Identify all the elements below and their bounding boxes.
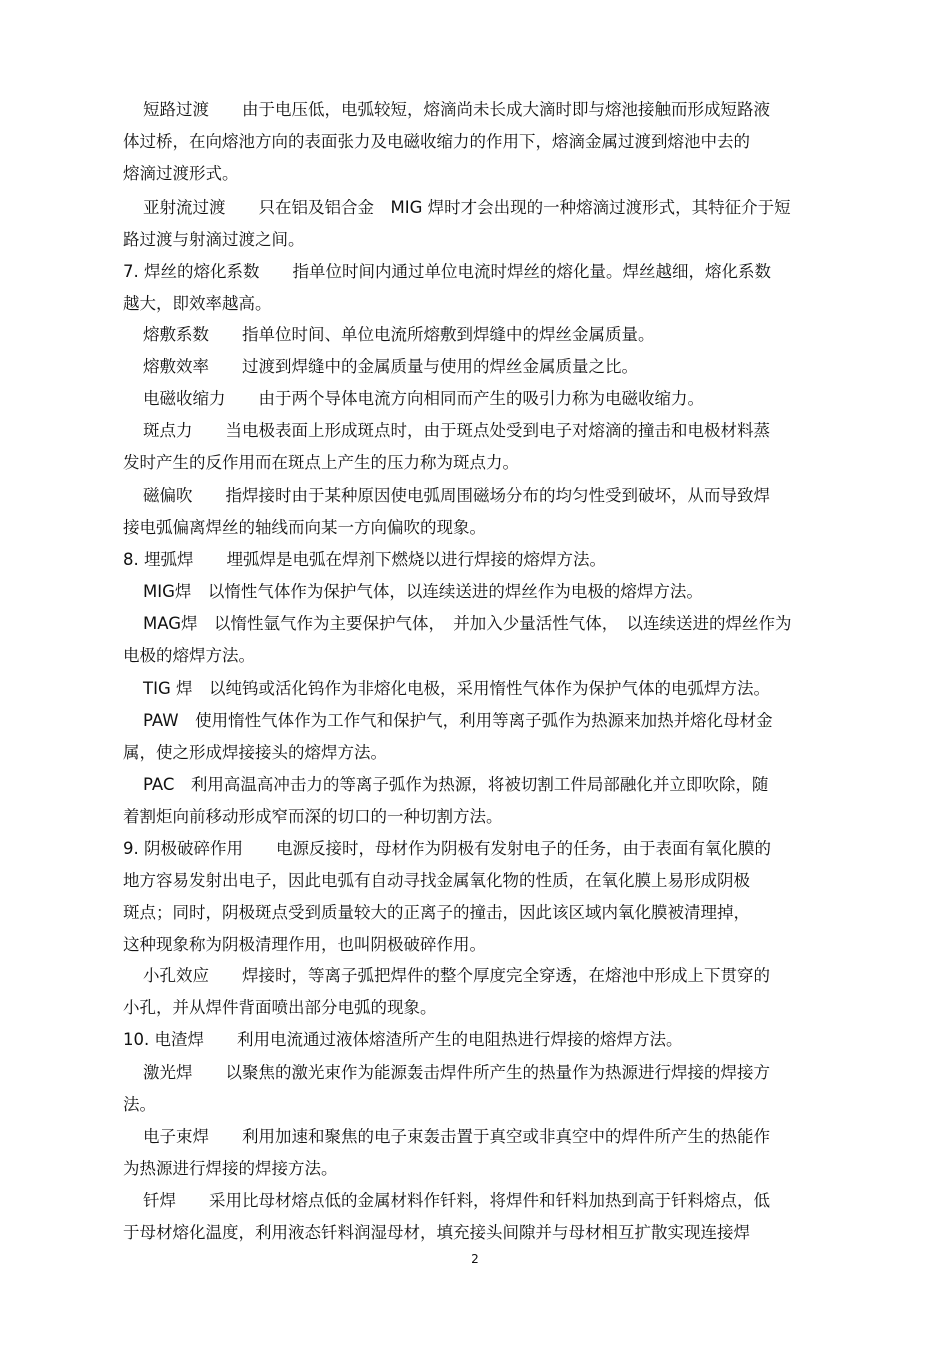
text-line: 属，使之形成焊接接头的熔焊方法。 xyxy=(123,743,387,762)
text-line: 熔敷系数 指单位时间、单位电流所熔敷到焊缝中的焊丝金属质量。 xyxy=(143,325,655,344)
text-line: 激光焊 以聚焦的激光束作为能源轰击焊件所产生的热量作为热源进行焊接的焊接方 xyxy=(143,1063,770,1082)
text-line: PAW 使用惰性气体作为工作气和保护气，利用等离子弧作为热源来加热并熔化母材金 xyxy=(143,711,773,730)
text-line: 斑点力 当电极表面上形成斑点时，由于斑点处受到电子对熔滴的撞击和电极材料蒸 xyxy=(143,421,770,440)
page-number: 2 xyxy=(471,1252,479,1266)
text-line: TIG 焊 以纯钨或活化钨作为非熔化电极，采用惰性气体作为保护气体的电弧焊方法。 xyxy=(143,679,770,698)
text-line: 为热源进行焊接的焊接方法。 xyxy=(123,1159,338,1178)
text-line: 9. 阴极破碎作用 电源反接时，母材作为阴极有发射电子的任务，由于表面有氧化膜的 xyxy=(123,839,771,858)
text-line: 电子束焊 利用加速和聚焦的电子束轰击置于真空或非真空中的焊件所产生的热能作 xyxy=(143,1127,770,1146)
text-line: 斑点；同时，阴极斑点受到质量较大的正离子的撞击，因此该区域内氧化膜被清理掉， xyxy=(123,903,750,922)
text-line: 于母材熔化温度，利用液态钎料润湿母材，填充接头间隙并与母材相互扩散实现连接焊 xyxy=(123,1223,750,1242)
text-line: 8. 埋弧焊 埋弧焊是电弧在焊剂下燃烧以进行焊接的熔焊方法。 xyxy=(123,550,606,569)
text-line: MIG焊 以惰性气体作为保护气体，以连续送进的焊丝作为电极的熔焊方法。 xyxy=(143,582,703,601)
text-line: 熔滴过渡形式。 xyxy=(123,164,239,183)
text-line: 体过桥，在向熔池方向的表面张力及电磁收缩力的作用下，熔滴金属过渡到熔池中去的 xyxy=(123,132,750,151)
text-line: 钎焊 采用比母材熔点低的金属材料作钎料，将焊件和钎料加热到高于钎料熔点，低 xyxy=(143,1191,770,1210)
text-line: 发时产生的反作用而在斑点上产生的压力称为斑点力。 xyxy=(123,453,519,472)
text-line: 法。 xyxy=(123,1095,156,1114)
text-line: 路过渡与射滴过渡之间。 xyxy=(123,230,305,249)
text-line: 越大，即效率越高。 xyxy=(123,294,272,313)
text-line: 电极的熔焊方法。 xyxy=(123,646,255,665)
text-line: 电磁收缩力 由于两个导体电流方向相同而产生的吸引力称为电磁收缩力。 xyxy=(143,389,704,408)
text-line: 熔敷效率 过渡到焊缝中的金属质量与使用的焊丝金属质量之比。 xyxy=(143,357,638,376)
text-line: 亚射流过渡 只在铝及铝合金 MIG 焊时才会出现的一种熔滴过渡形式，其特征介于短 xyxy=(143,198,791,217)
text-line: 地方容易发射出电子，因此电弧有自动寻找金属氧化物的性质，在氧化膜上易形成阴极 xyxy=(123,871,750,890)
text-line: 磁偏吹 指焊接时由于某种原因使电弧周围磁场分布的均匀性受到破坏，从而导致焊 xyxy=(143,486,770,505)
text-line: 这种现象称为阴极清理作用，也叫阴极破碎作用。 xyxy=(123,935,486,954)
text-line: 7. 焊丝的熔化系数 指单位时间内通过单位电流时焊丝的熔化量。焊丝越细，熔化系数 xyxy=(123,262,771,281)
text-line: 短路过渡 由于电压低，电弧较短，熔滴尚未长成大滴时即与熔池接触而形成短路液 xyxy=(143,100,770,119)
text-line: PAC 利用高温高冲击力的等离子弧作为热源，将被切割工件局部融化并立即吹除，随 xyxy=(143,775,769,794)
text-line: MAG焊 以惰性氩气作为主要保护气体， 并加入少量活性气体， 以连续送进的焊丝作为 xyxy=(143,614,792,633)
text-line: 小孔效应 焊接时，等离子弧把焊件的整个厚度完全穿透，在熔池中形成上下贯穿的 xyxy=(143,966,770,985)
text-line: 着割炬向前移动形成窄而深的切口的一种切割方法。 xyxy=(123,807,503,826)
text-line: 10. 电渣焊 利用电流通过液体熔渣所产生的电阻热进行焊接的熔焊方法。 xyxy=(123,1030,683,1049)
text-line: 小孔，并从焊件背面喷出部分电弧的现象。 xyxy=(123,998,437,1017)
text-line: 接电弧偏离焊丝的轴线而向某一方向偏吹的现象。 xyxy=(123,518,486,537)
